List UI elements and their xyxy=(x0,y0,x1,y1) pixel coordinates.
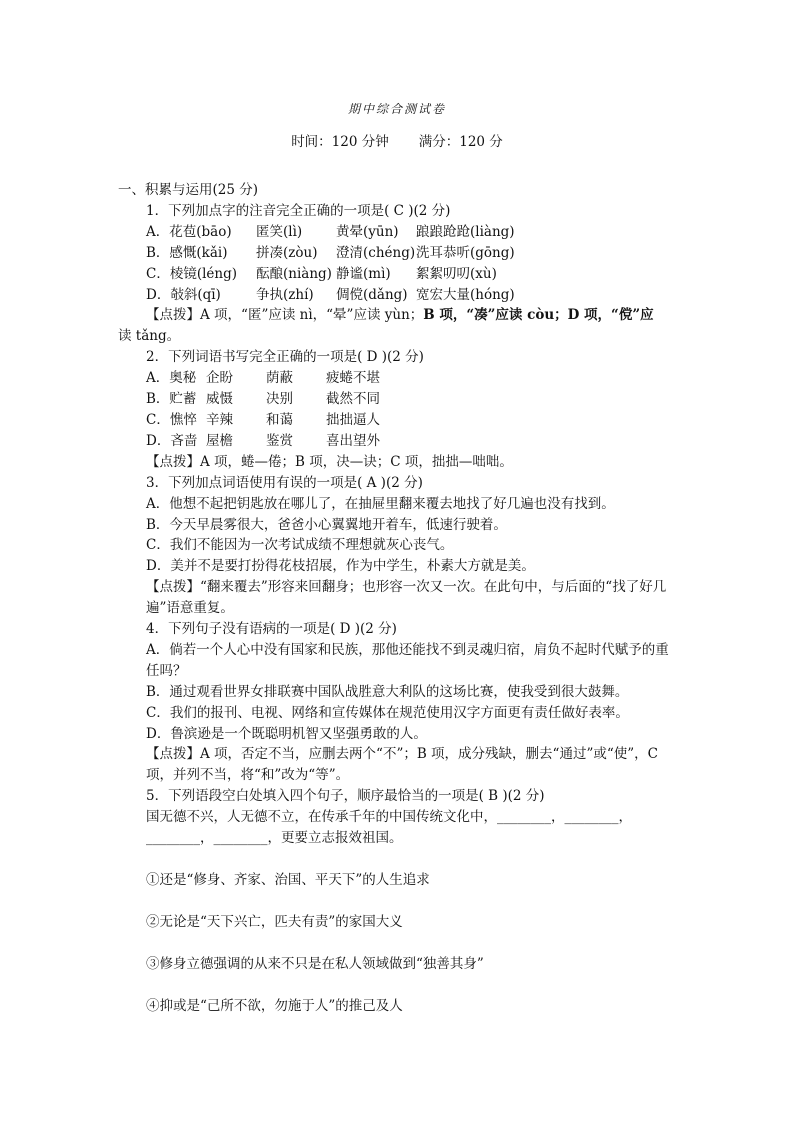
q1-tip-cont: 读 tǎng。 xyxy=(118,328,181,345)
q3-option-c: C．我们不能因为一次考试成绩不理想就灰心丧气。 xyxy=(146,537,454,554)
q3-tip: 【点拨】“翻来覆去”形容来回翻身；也形容一次又一次。在此句中，与后面的“找了好几遍”语意重复。 xyxy=(146,579,667,617)
q4-stem: 4．下列句子没有语病的一项是( D )(2 分) xyxy=(146,621,397,638)
full-score: 满分：120 分 xyxy=(418,134,503,150)
q3-option-a: A．他想不起把钥匙放在哪儿了，在抽屉里翻来覆去地找了好几遍也没有找到。 xyxy=(146,495,615,512)
q2-option-a: A．奥秘 企盼 荫蔽 疲蜷不堪 xyxy=(146,370,380,387)
q1-stem: 1．下列加点字的注音完全正确的一项是( C )(2 分) xyxy=(146,202,451,219)
q5-sentence-3: ③修身立德强调的从来不只是在私人领域做到“独善其身” xyxy=(146,955,484,972)
exam-body xyxy=(118,180,680,1017)
q3-option-b: B．今天早晨雾很大，爸爸小心翼翼地开着车，低速行驶着。 xyxy=(146,516,507,533)
q3-stem: 3．下列加点词语使用有误的一项是( A )(2 分) xyxy=(146,474,423,491)
q2-stem: 2．下列词语书写完全正确的一项是( D )(2 分) xyxy=(146,349,424,366)
time-limit: 时间：120 分钟 xyxy=(291,134,389,150)
q1-option-c: C．棱镜(léng) 酝酿(niàng) 静谧(mì) 絮絮叨叨(xù) xyxy=(146,265,497,282)
q4-option-d: D．鲁滨逊是一个既聪明机智又坚强勇敢的人。 xyxy=(146,725,427,742)
q5-sentence-1: ①还是“修身、齐家、治国、平天下”的人生追求 xyxy=(146,872,430,888)
q4-option-b: B．通过观看世界女排联赛中国队战胜意大利队的这场比赛，使我受到很大鼓舞。 xyxy=(146,683,629,700)
q1-option-b: B．感慨(kǎi) 拼凑(zòu) 澄清(chéng)洗耳恭听(gōng) xyxy=(146,244,515,261)
q2-option-b: B．贮蓄 威慑 决别 截然不同 xyxy=(146,391,380,408)
q5-sentence-4: ④抑或是“己所不欲，勿施于人”的推己及人 xyxy=(146,997,403,1014)
exam-subtitle xyxy=(0,130,794,150)
section-heading: 一、积累与运用(25 分) xyxy=(118,182,259,198)
q5-stem: 5．下列语段空白处填入四个句子，顺序最恰当的一项是( B )(2 分) xyxy=(146,788,545,805)
q1-option-d: D．敧斜(qī) 争执(zhí) 倜傥(dǎng) 宽宏大量(hóng) xyxy=(146,286,515,303)
q5-paragraph: 国无德不兴，人无德不立，在传承千年的中国传统文化中，________，________，________，________，更要立志报效祖国。 xyxy=(146,809,632,847)
exam-title: 期中综合测试卷 xyxy=(347,102,446,116)
q1-tip: 【点拨】A 项，“匿”应读 nì，“晕”应读 yùn；B 项，“凑”应读 còu；D 项，“傥”应 xyxy=(146,307,654,324)
q5-sentence-2: ②无论是“天下兴亡，匹夫有责”的家国大义 xyxy=(146,913,403,930)
q1-option-a: A．花苞(bāo) 匿笑(lì) 黄晕(yūn) 踉踉跄跄(liàng) xyxy=(146,223,515,240)
q2-option-d: D．吝啬 屋檐 鉴赏 喜出望外 xyxy=(146,432,380,449)
q4-option-c: C．我们的报刊、电视、网络和宣传媒体在规范使用汉字方面更有责任做好表率。 xyxy=(146,704,629,721)
q2-tip: 【点拨】A 项，蜷—倦；B 项，决—诀；C 项，拙拙—咄咄。 xyxy=(146,453,513,470)
q3-option-d: D．美并不是要打扮得花枝招展，作为中学生，朴素大方就是美。 xyxy=(146,558,535,575)
q4-tip: 【点拨】A 项，否定不当，应删去两个“不”；B 项，成分残缺，删去“通过”或“使”，C 项，并列不当，将“和”改为“等”。 xyxy=(146,746,658,784)
q4-option-a: A．倘若一个人心中没有国家和民族，那他还能找不到灵魂归宿，肩负不起时代赋予的重任吗？ xyxy=(146,641,669,679)
q2-option-c: C．憔悴 辛辣 和蔼 拙拙逼人 xyxy=(146,411,380,428)
